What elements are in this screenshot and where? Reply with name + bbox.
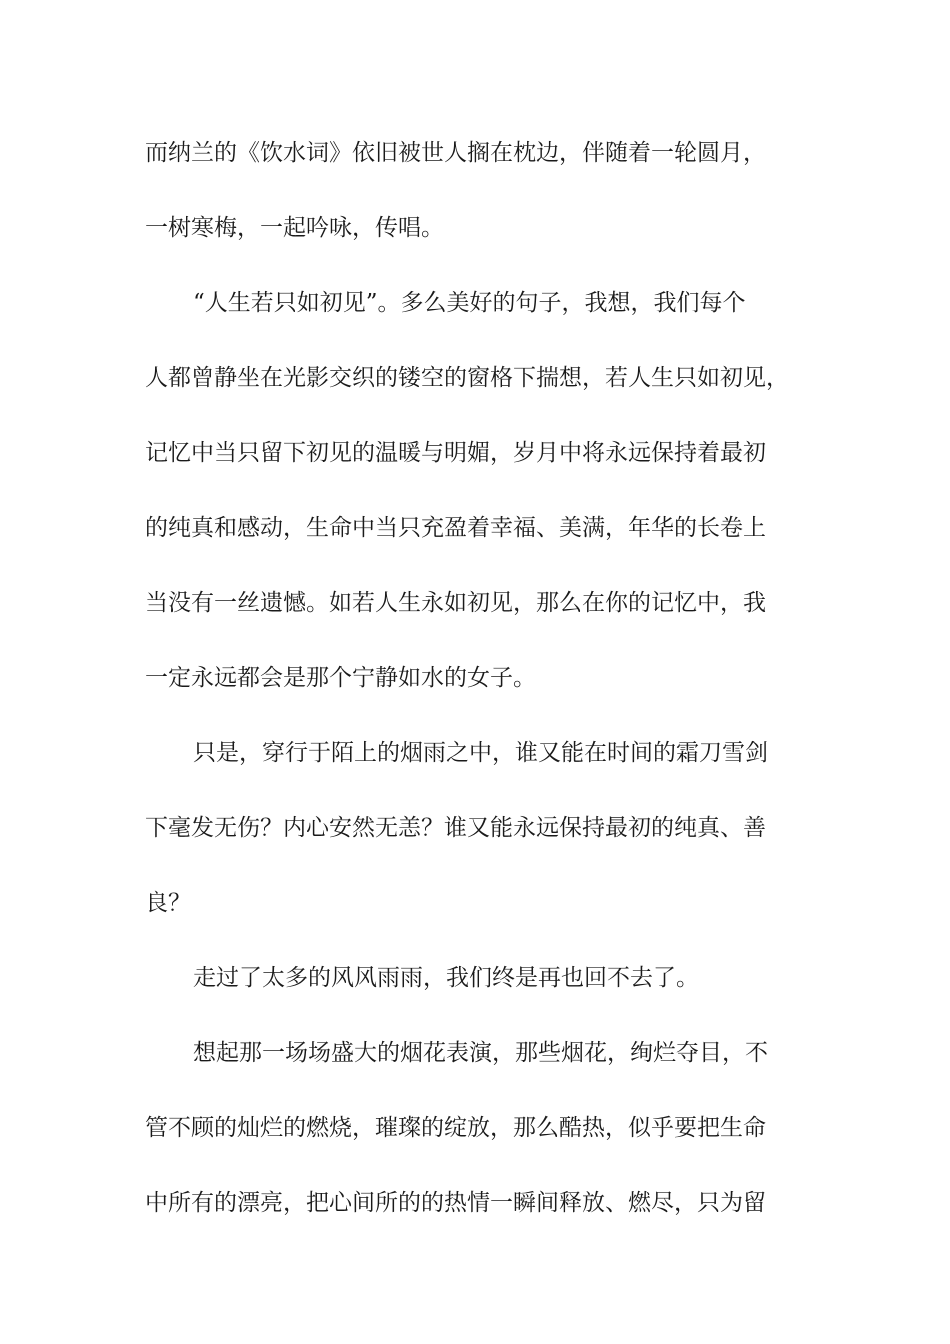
text-line: 当没有一丝遗憾。如若人生永如初见，那么在你的记忆中，我	[145, 590, 766, 616]
paragraph-first-line: “人生若只如初见”。多么美好的句子，我想，我们每个	[193, 290, 746, 316]
text-line: 一定永远都会是那个宁静如水的女子。	[145, 665, 536, 691]
text-line: 一树寒梅，一起吟咏，传唱。	[145, 215, 444, 241]
text-line: 良？	[145, 890, 191, 916]
paragraph-first-line: 走过了太多的风风雨雨，我们终是再也回不去了。	[193, 965, 699, 991]
text-line: 的纯真和感动，生命中当只充盈着幸福、美满，年华的长卷上	[145, 515, 766, 541]
text-line: 管不顾的灿烂的燃烧，璀璨的绽放，那么酷热，似乎要把生命	[145, 1115, 766, 1141]
text-line: 下毫发无伤？内心安然无恙？谁又能永远保持最初的纯真、善	[145, 815, 766, 841]
text-line: 而纳兰的《饮水词》依旧被世人搁在枕边，伴随着一轮圆月，	[145, 140, 766, 166]
paragraph-first-line: 想起那一场场盛大的烟花表演，那些烟花，绚烂夺目，不	[193, 1040, 768, 1066]
text-line: 记忆中当只留下初见的温暖与明媚，岁月中将永远保持着最初	[145, 440, 766, 466]
text-line: 人都曾静坐在光影交织的镂空的窗格下揣想，若人生只如初见，	[145, 365, 789, 391]
text-line: 中所有的漂亮，把心间所的的热情一瞬间释放、燃尽，只为留	[145, 1190, 766, 1216]
paragraph-first-line: 只是，穿行于陌上的烟雨之中，谁又能在时间的霜刀雪剑	[193, 740, 768, 766]
